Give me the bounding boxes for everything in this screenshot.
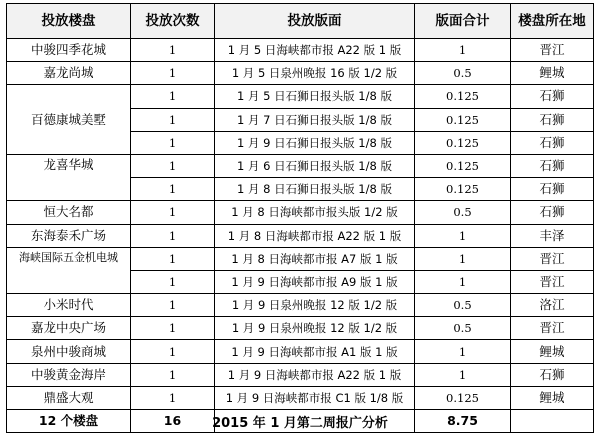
ad-count: 1 [131, 363, 215, 386]
page-total: 0.125 [415, 154, 511, 177]
ad-publication: 1 月 9 日海峡都市报 A9 版 1 版 [215, 270, 415, 293]
page-total: 1 [415, 363, 511, 386]
project-name: 小米时代 [7, 294, 131, 317]
ad-count: 1 [131, 178, 215, 201]
page-total: 1 [415, 340, 511, 363]
header-total: 版面合计 [415, 4, 511, 39]
project-name: 东海泰禾广场 [7, 224, 131, 247]
summary-page-total: 8.75 [415, 410, 511, 433]
header-row [7, 4, 594, 39]
ad-publication: 1 月 5 日石狮日报头版 1/8 版 [215, 85, 415, 108]
project-location: 石狮 [511, 154, 594, 177]
page-total: 1 [415, 39, 511, 62]
project-location: 石狮 [511, 363, 594, 386]
project-location: 丰泽 [511, 224, 594, 247]
table-row [7, 363, 594, 386]
table-row [7, 85, 594, 108]
summary-ad-count: 16 [131, 410, 215, 433]
ad-publication: 1 月 5 日泉州晚报 16 版 1/2 版 [215, 62, 415, 85]
project-location: 鲤城 [511, 340, 594, 363]
project-location: 石狮 [511, 108, 594, 131]
page-total: 1 [415, 247, 511, 270]
project-location: 晋江 [511, 317, 594, 340]
ad-publication: 1 月 8 日海峡都市报 A22 版 1 版 [215, 224, 415, 247]
ad-count: 1 [131, 108, 215, 131]
project-location: 石狮 [511, 178, 594, 201]
page-total: 0.5 [415, 201, 511, 224]
project-name: 龙喜华城 [7, 154, 131, 200]
project-location: 石狮 [511, 85, 594, 108]
ad-count: 1 [131, 270, 215, 293]
page-total: 1 [415, 270, 511, 293]
ad-publication: 1 月 9 日海峡都市报 A22 版 1 版 [215, 363, 415, 386]
header-location: 楼盘所在地 [511, 4, 594, 39]
ad-analysis-table [6, 3, 594, 433]
page-total: 0.125 [415, 108, 511, 131]
ad-count: 1 [131, 247, 215, 270]
ad-count: 1 [131, 386, 215, 409]
project-name: 中骏四季花城 [7, 39, 131, 62]
project-name: 恒大名都 [7, 201, 131, 224]
ad-count: 1 [131, 201, 215, 224]
table-row [7, 62, 594, 85]
project-location: 洛江 [511, 294, 594, 317]
ad-count: 1 [131, 224, 215, 247]
ad-count: 1 [131, 340, 215, 363]
ad-publication: 1 月 6 日石狮日报头版 1/8 版 [215, 154, 415, 177]
page-total: 0.125 [415, 386, 511, 409]
ad-count: 1 [131, 294, 215, 317]
page-total: 0.5 [415, 62, 511, 85]
table-row [7, 39, 594, 62]
table-row [7, 247, 594, 270]
table-row [7, 294, 594, 317]
ad-count: 1 [131, 154, 215, 177]
ad-publication: 1 月 8 日海峡都市报 A7 版 1 版 [215, 247, 415, 270]
header-project: 投放楼盘 [7, 4, 131, 39]
ad-count: 1 [131, 85, 215, 108]
project-name: 泉州中骏商城 [7, 340, 131, 363]
summary-project-count: 12 个楼盘 [7, 410, 131, 433]
project-location: 晋江 [511, 247, 594, 270]
project-location: 石狮 [511, 201, 594, 224]
ad-publication: 1 月 9 日泉州晚报 12 版 1/2 版 [215, 317, 415, 340]
project-name: 嘉龙尚城 [7, 62, 131, 85]
page-total: 0.5 [415, 294, 511, 317]
ad-count: 1 [131, 317, 215, 340]
table-row [7, 386, 594, 409]
project-name: 中骏黄金海岸 [7, 363, 131, 386]
project-name: 百德康城美墅 [7, 85, 131, 155]
project-name: 鼎盛大观 [7, 386, 131, 409]
ad-publication: 1 月 5 日海峡都市报 A22 版 1 版 [215, 39, 415, 62]
project-location: 鲤城 [511, 62, 594, 85]
ad-count: 1 [131, 62, 215, 85]
project-name: 海峡国际五金机电城 [7, 247, 131, 293]
ad-publication: 1 月 9 日泉州晚报 12 版 1/2 版 [215, 294, 415, 317]
ad-publication: 1 月 7 日石狮日报头版 1/8 版 [215, 108, 415, 131]
project-location: 鲤城 [511, 386, 594, 409]
ad-count: 1 [131, 131, 215, 154]
project-name: 嘉龙中央广场 [7, 317, 131, 340]
page-total: 0.125 [415, 178, 511, 201]
table-row [7, 224, 594, 247]
table-row [7, 201, 594, 224]
page-total: 0.5 [415, 317, 511, 340]
project-location: 晋江 [511, 39, 594, 62]
table-row [7, 340, 594, 363]
project-location: 石狮 [511, 131, 594, 154]
table-caption: 2015 年 1 月第二周报广分析 [212, 416, 388, 431]
table-row [7, 317, 594, 340]
page-total: 0.125 [415, 131, 511, 154]
ad-publication: 1 月 8 日海峡都市报头版 1/2 版 [215, 201, 415, 224]
header-publication: 投放版面 [215, 4, 415, 39]
ad-count: 1 [131, 39, 215, 62]
page-total: 0.125 [415, 85, 511, 108]
ad-publication: 1 月 9 日石狮日报头版 1/8 版 [215, 131, 415, 154]
header-count: 投放次数 [131, 4, 215, 39]
ad-publication: 1 月 9 日海峡都市报 A1 版 1 版 [215, 340, 415, 363]
project-location: 晋江 [511, 270, 594, 293]
table-row [7, 154, 594, 177]
ad-publication: 1 月 9 日海峡都市报 C1 版 1/8 版 [215, 386, 415, 409]
ad-publication: 1 月 8 日石狮日报头版 1/8 版 [215, 178, 415, 201]
page-total: 1 [415, 224, 511, 247]
